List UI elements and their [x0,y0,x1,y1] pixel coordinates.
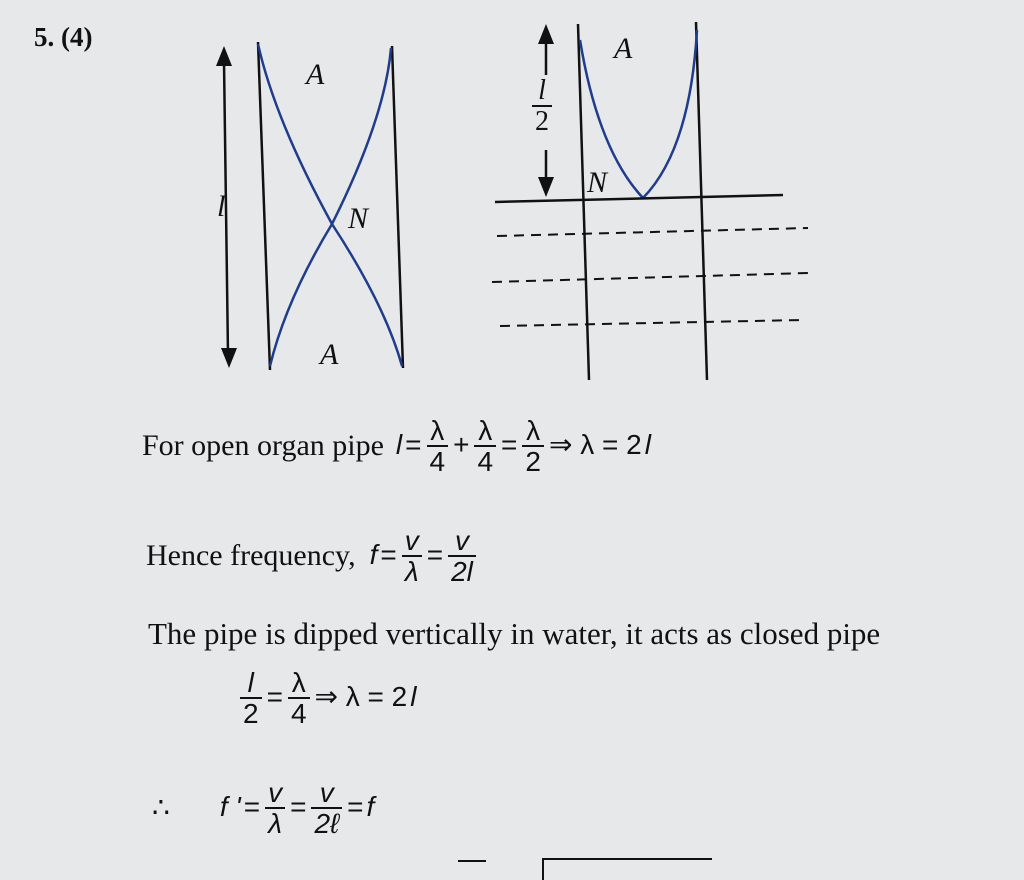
line5-rhs: f [366,790,375,822]
line1-frac2 [474,416,496,477]
frac-num: v [404,525,419,556]
half-arrow-head-top [538,24,554,44]
fig1-antinode-top: A [306,58,325,91]
half-num: l [538,75,546,106]
line4-eq: = [266,680,283,712]
equation-line-5 [152,778,374,839]
line2-eq: = [380,538,397,570]
equation-line-1 [142,416,651,477]
half-length-fraction [532,76,552,137]
line1-lhs: l [395,428,403,460]
frac-den: 2 [525,446,541,478]
frac-den: 2l [451,556,473,588]
frac-num: l [247,667,254,698]
water-dash-2 [492,273,808,282]
line5-eq: = [243,790,261,822]
line5-eq2: = [290,790,307,822]
frac-den: 2 [243,698,259,730]
line2-frac1 [402,526,422,587]
line4-implies: ⇒ λ = 2 [314,680,408,712]
line5-math [220,778,374,839]
water-dash-3 [500,320,803,326]
fig1-length-label: l [217,190,226,223]
line5-frac1 [265,778,285,839]
line4-frac1 [240,668,262,729]
line5-eq3: = [347,790,364,822]
line1-frac1 [427,416,449,477]
wave-curve-2 [270,48,391,366]
frac-num: λ [526,415,541,446]
water-dash-1 [497,228,808,236]
line2-math [370,526,478,587]
cropped-mark-1 [458,860,486,862]
frac-den: λ [404,556,419,588]
line1-text: For open organ pipe [142,429,384,463]
line2-eq2: = [426,538,444,570]
frac-den: 4 [477,446,494,478]
fig2-half-length [530,76,554,137]
pipe2-wall-right [696,22,707,380]
equation-line-3: The pipe is dipped vertically in water, it acts as closed pipe [148,616,881,651]
frac-den: 4 [290,698,307,730]
pipe-wall-left [258,42,270,370]
line1-math [396,416,651,477]
pipe-wall-right [392,46,403,368]
line1-eq2: = [501,428,518,460]
therefore-symbol: ∴ [152,793,170,825]
frac-den: λ [268,808,282,840]
frac-num: λ [430,415,445,446]
line1-eq: = [405,428,422,460]
fig2-node: N [587,166,608,199]
line4-math [238,668,416,729]
line5-frac2 [311,778,342,839]
water-surface [495,195,783,202]
line5-lhs: f ' [219,790,241,822]
line2-lhs: f [369,538,378,570]
line2-text: Hence frequency, [146,539,356,573]
question-number: 5. (4) [34,22,93,52]
line1-frac3 [522,416,544,477]
line1-tail: l [644,428,651,460]
line4-frac2 [288,668,310,729]
length-arrow-head-bottom [221,348,237,368]
line1-plus: + [453,428,470,460]
line2-frac2 [448,526,476,587]
frac-num: v [454,525,469,556]
frac-den: 4 [429,446,446,478]
wave2-right [643,30,697,198]
half-arrow-head-bottom [538,177,554,197]
half-den: 2 [535,106,549,138]
fig1-antinode-bottom: A [320,338,339,371]
frac-num: λ [291,667,306,698]
equation-line-2 [146,526,478,587]
line4-tail: l [410,680,417,712]
frac-den: 2ℓ [314,808,340,840]
frac-num: λ [478,415,493,446]
frac-num: v [319,777,334,808]
wave-curve-1 [258,44,402,366]
line1-implies: ⇒ λ = 2 [548,428,642,460]
fig1-node: N [348,202,369,235]
fig2-antinode-top: A [614,32,633,65]
length-arrow-head-top [216,46,232,66]
equation-line-4 [238,668,416,729]
frac-num: v [268,777,283,808]
cropped-mark-2 [542,858,712,880]
